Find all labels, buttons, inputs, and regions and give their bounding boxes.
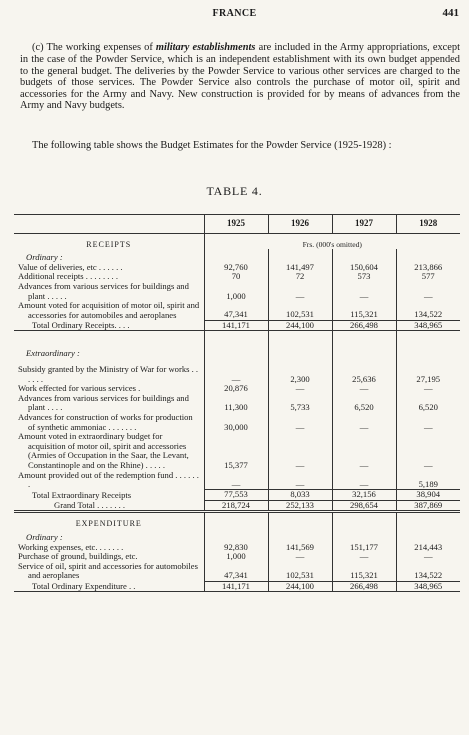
cell-value: 134,522 — [396, 562, 460, 581]
row-label: Advances for construction of works for production of synthetic ammoniac . . . . . . . — [18, 412, 193, 432]
cell-value: 11,300 — [204, 394, 268, 413]
grand-total-value: 387,869 — [396, 500, 460, 512]
cell-value: 141,569 — [268, 543, 332, 553]
table-row — [14, 432, 460, 470]
cell-value: 102,531 — [268, 562, 332, 581]
cell-value: 102,531 — [268, 301, 332, 320]
cell-value: 2,300 — [268, 365, 332, 384]
cell-value: 25,636 — [332, 365, 396, 384]
total-value: 244,100 — [268, 320, 332, 331]
year-header: 1928 — [396, 215, 460, 234]
cell-value: — — [204, 365, 268, 384]
cell-value: 5,733 — [268, 394, 332, 413]
grand-total-label: Grand Total . . . . . . . — [14, 500, 204, 512]
cell-value: 214,443 — [396, 543, 460, 553]
cell-value: — — [396, 552, 460, 562]
extraordinary-heading: Extraordinary : — [26, 348, 80, 359]
cell-value: — — [268, 552, 332, 562]
total-value: 8,033 — [268, 490, 332, 501]
table-row — [14, 471, 460, 490]
table-row — [14, 365, 460, 384]
total-value: 32,156 — [332, 490, 396, 501]
row-label: Amount provided out of the redemption fund . . . . . . . — [18, 469, 199, 490]
cell-value: 115,321 — [332, 301, 396, 320]
row-label: Advances from various services for buildings and plant . . . . — [18, 392, 189, 413]
total-value: 348,965 — [396, 320, 460, 331]
total-ordinary-receipts-label: Total Ordinary Receipts. . . . — [14, 320, 204, 331]
cell-value: — — [332, 552, 396, 562]
year-header: 1927 — [332, 215, 396, 234]
cell-value: 213,866 — [396, 263, 460, 273]
cell-value: — — [332, 471, 396, 490]
cell-value: 573 — [332, 272, 396, 282]
table-title: TABLE 4. — [206, 184, 263, 198]
cell-value: 70 — [204, 272, 268, 282]
header-blank-cell — [14, 215, 204, 234]
cell-value: 20,876 — [204, 384, 268, 394]
table-row — [14, 413, 460, 432]
table-row — [14, 562, 460, 581]
total-ordinary-expenditure-label: Total Ordinary Expenditure . . — [14, 581, 204, 592]
expenditure-heading-row — [14, 512, 460, 529]
subheading-row — [14, 249, 460, 263]
total-extraordinary-receipts-label: Total Extraordinary Receipts — [32, 489, 132, 500]
total-value: 77,553 — [204, 490, 268, 501]
total-row — [14, 320, 460, 331]
cell-value: — — [332, 384, 396, 394]
cell-value: — — [268, 432, 332, 470]
paragraph-c-emphasis: military establishments — [155, 42, 256, 54]
paragraph-c-prefix: (c) The working expenses of — [32, 42, 156, 54]
cell-value: 72 — [268, 272, 332, 282]
cell-value: — — [268, 384, 332, 394]
total-value: 244,100 — [268, 581, 332, 592]
cell-value: 92,760 — [204, 263, 268, 273]
cell-value: 141,497 — [268, 263, 332, 273]
total-row — [14, 581, 460, 592]
table-row — [14, 394, 460, 413]
total-value: 141,171 — [204, 581, 268, 592]
cell-value: 115,321 — [332, 562, 396, 581]
grand-total-value: 218,724 — [204, 500, 268, 512]
total-row — [14, 490, 460, 501]
cell-value: — — [396, 413, 460, 432]
cell-value: 92,830 — [204, 543, 268, 553]
grand-total-row — [14, 500, 460, 512]
receipts-heading: RECEIPTS — [86, 239, 132, 249]
table-row — [14, 282, 460, 301]
table-row — [14, 301, 460, 320]
cell-value: — — [396, 282, 460, 301]
subheading-row — [14, 345, 460, 359]
header-title: FRANCE — [212, 8, 257, 19]
cell-value: 30,000 — [204, 413, 268, 432]
cell-value: — — [396, 384, 460, 394]
receipts-heading-row — [14, 233, 460, 249]
total-value: 266,498 — [332, 320, 396, 331]
cell-value: — — [268, 282, 332, 301]
page-number: 441 — [442, 7, 459, 19]
grand-total-value: 252,133 — [268, 500, 332, 512]
total-value: 348,965 — [396, 581, 460, 592]
running-header — [0, 8, 469, 22]
cell-value: 15,377 — [204, 432, 268, 470]
ordinary-heading: Ordinary : — [26, 252, 63, 263]
cell-value: 577 — [396, 272, 460, 282]
total-value: 141,171 — [204, 320, 268, 331]
row-label: Purchase of ground, buildings, etc. — [18, 551, 138, 562]
cell-value: 150,604 — [332, 263, 396, 273]
cell-value: — — [332, 413, 396, 432]
row-label: Subsidy granted by the Ministry of War for works . . . . . . — [18, 364, 199, 384]
cell-value: 151,177 — [332, 543, 396, 553]
row-label: Amount voted for acquisition of motor oil, spirit and accessories for automobiles and aeroplanes — [18, 300, 200, 320]
total-value: 266,498 — [332, 581, 396, 592]
cell-value: 1,000 — [204, 552, 268, 562]
row-label: Additional receipts . . . . . . . . — [18, 271, 119, 282]
cell-value: — — [396, 432, 460, 470]
subheading-row — [14, 529, 460, 543]
cell-value: 6,520 — [332, 394, 396, 413]
expenditure-heading: EXPENDITURE — [75, 519, 142, 529]
cell-value: 5,189 — [396, 471, 460, 490]
row-label: Service of oil, spirit and accessories for automobiles and aeroplanes — [18, 560, 198, 581]
paragraph-c-rest: are included in the Army appropriations, except in the case of the Powder Service, which is an independent establishment with its own budget appended to the general budget. The deliveries by the Powder Service to various other services are charged to the budgets of those services. The Powder Service also controls the purchase of motor oil, spirit and accessories for the Army and Navy. New construction is provided for by means of advances from the Army and Navy budgets. — [20, 42, 460, 112]
year-header: 1926 — [268, 215, 332, 234]
cell-value: 134,522 — [396, 301, 460, 320]
year-header-row — [14, 215, 460, 234]
row-label: Work effected for various services . — [18, 383, 141, 394]
cell-value: 1,000 — [204, 282, 268, 301]
paragraph-military-establishments — [20, 42, 460, 112]
grand-total-value: 298,654 — [332, 500, 396, 512]
row-label: Working expenses, etc. . . . . . . — [18, 541, 124, 552]
paragraph-table-intro: The following table shows the Budget Estimates for the Powder Service (1925-1928) : — [32, 140, 392, 152]
year-header: 1925 — [204, 215, 268, 234]
cell-value: — — [332, 282, 396, 301]
expenditure-ordinary-heading: Ordinary : — [26, 532, 63, 543]
unit-note: Frs. (000's omitted) — [204, 233, 460, 249]
spacer-row — [14, 331, 460, 346]
row-label: Value of deliveries, etc . . . . . . — [18, 261, 123, 272]
cell-value: 47,341 — [204, 301, 268, 320]
cell-value: — — [204, 471, 268, 490]
row-label: Amount voted in extraordinary budget for acquisition of motor oil, spirit and accessories (Armies of Occupation in the Saar, the Levant, Constantinople and on the Rhine) . . . . . — [18, 431, 189, 470]
cell-value: 6,520 — [396, 394, 460, 413]
total-value: 38,904 — [396, 490, 460, 501]
cell-value: 27,195 — [396, 365, 460, 384]
cell-value: 47,341 — [204, 562, 268, 581]
budget-table — [14, 214, 460, 592]
cell-value: — — [268, 413, 332, 432]
cell-value: — — [332, 432, 396, 470]
cell-value: — — [268, 471, 332, 490]
row-label: Advances from various services for buildings and plant . . . . . — [18, 280, 189, 301]
